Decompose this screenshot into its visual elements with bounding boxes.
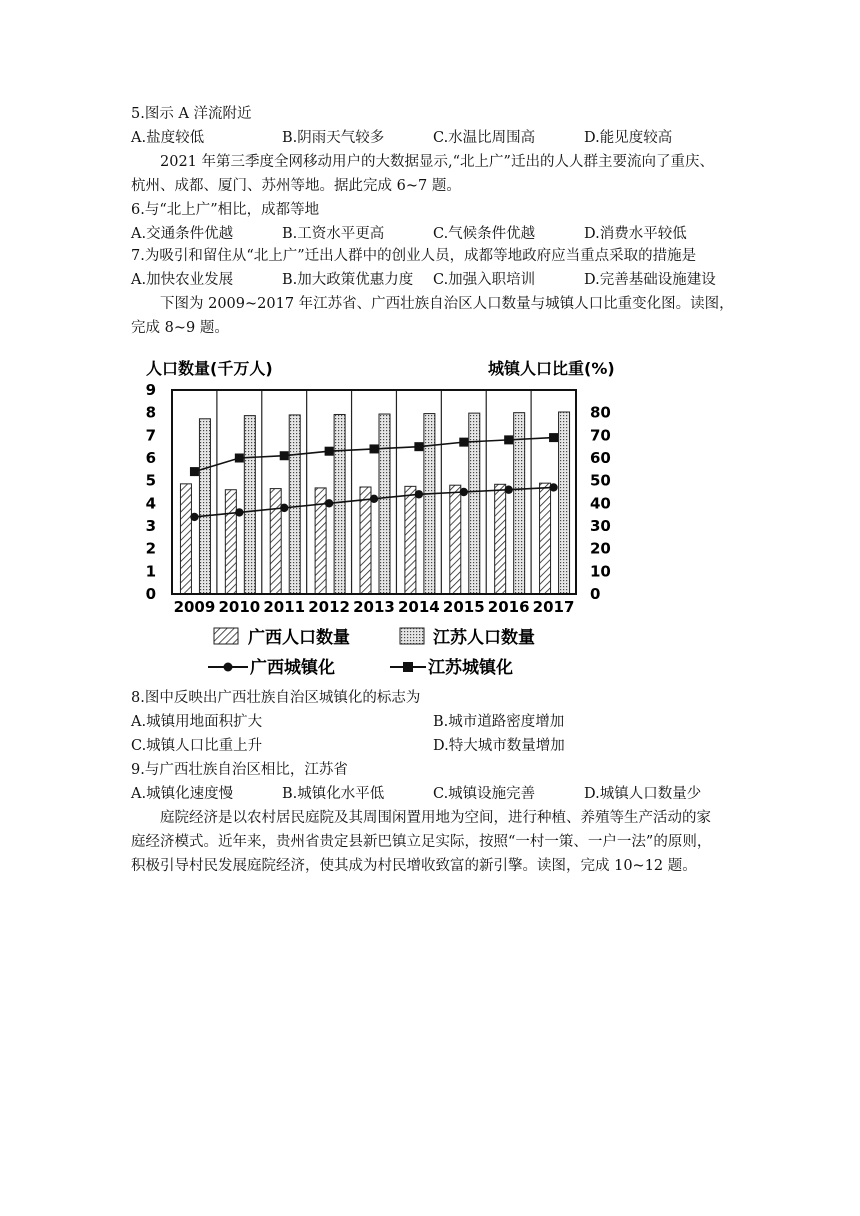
right-tick-label: 70 [590, 426, 611, 445]
legend-label-guangxi-urbanization: 广西城镇化 [250, 658, 335, 678]
left-tick-label: 5 [145, 471, 156, 490]
point-guangxi-urbanization [325, 499, 333, 507]
point-guangxi-urbanization [235, 508, 243, 516]
bar-guangxi-population [180, 484, 191, 594]
legend-label-jiangsu-population: 江苏人口数量 [433, 628, 535, 648]
point-guangxi-urbanization [370, 495, 378, 503]
q7-stem: 7.为吸引和留住从“北上广”迁出人群中的创业人员，成都等地政府应当重点采取的措施是 [131, 248, 697, 264]
point-jiangsu-urbanization [459, 438, 468, 447]
point-jiangsu-urbanization [549, 433, 558, 442]
point-jiangsu-urbanization [190, 467, 199, 476]
left-tick-label: 0 [145, 585, 156, 603]
left-tick-label: 3 [145, 517, 156, 535]
bar-guangxi-population [405, 486, 416, 594]
x-tick-label: 2017 [532, 598, 575, 616]
legend-label-guangxi-population: 广西人口数量 [248, 628, 350, 648]
point-guangxi-urbanization [190, 513, 198, 521]
q7-option-d: D.完善基础设施建设 [584, 272, 716, 288]
left-tick-label: 7 [145, 426, 156, 445]
point-guangxi-urbanization [549, 483, 557, 491]
q8-stem: 8.图中反映出广西壮族自治区城镇化的标志为 [131, 690, 421, 706]
left-tick-label: 4 [145, 494, 156, 513]
passage3-line2: 庭经济模式。近年来，贵州省贵定县新巴镇立足实际，按照“一村一策、一户一法”的原则， [131, 834, 712, 850]
point-jiangsu-urbanization [280, 451, 289, 460]
bar-jiangsu-population [559, 412, 570, 594]
q5-option-a: A.盐度较低 [131, 130, 205, 146]
q7-option-a: A.加快农业发展 [131, 272, 234, 288]
q5-option-c: C.水温比周围高 [433, 130, 536, 146]
point-guangxi-urbanization [415, 490, 423, 498]
q8-option-c: C.城镇人口比重上升 [131, 738, 263, 754]
right-tick-label: 30 [590, 517, 611, 535]
passage2-line1: 下图为 2009~2017 年江苏省、广西壮族自治区人口数量与城镇人口比重变化图。读图， [160, 296, 734, 312]
population-urbanization-chart [128, 352, 688, 688]
q8-option-b: B.城市道路密度增加 [433, 714, 565, 730]
q5-option-b: B.阴雨天气较多 [282, 130, 385, 146]
legend-marker-jiangsu-urbanization [403, 662, 413, 672]
legend-swatch-jiangsu-population [400, 628, 424, 644]
x-tick-label: 2013 [353, 598, 395, 616]
x-tick-label: 2011 [263, 598, 306, 616]
right-tick-label: 20 [590, 539, 611, 558]
x-tick-label: 2009 [173, 598, 216, 616]
q5-option-d: D.能见度较高 [584, 130, 673, 146]
bar-jiangsu-population [424, 414, 435, 594]
left-tick-label: 2 [145, 539, 156, 558]
bar-guangxi-population [270, 489, 281, 594]
bar-guangxi-population [225, 490, 236, 594]
q9-option-d: D.城镇人口数量少 [584, 786, 702, 802]
q5-stem: 5.图示 A 洋流附近 [131, 106, 252, 122]
q6-option-a: A.交通条件优越 [131, 226, 234, 242]
point-guangxi-urbanization [504, 486, 512, 494]
x-tick-label: 2010 [218, 598, 261, 616]
bar-jiangsu-population [469, 413, 480, 594]
left-tick-label: 9 [145, 381, 156, 399]
q6-option-d: D.消费水平较低 [584, 226, 687, 242]
bar-jiangsu-population [199, 419, 210, 594]
bar-guangxi-population [450, 485, 461, 594]
q9-option-c: C.城镇设施完善 [433, 786, 536, 802]
legend-marker-guangxi-urbanization [224, 663, 233, 672]
left-axis-title: 人口数量(千万人) [146, 359, 273, 378]
left-tick-label: 6 [145, 449, 156, 467]
bar-jiangsu-population [244, 416, 255, 594]
bar-guangxi-population [495, 484, 506, 594]
point-guangxi-urbanization [460, 488, 468, 496]
x-tick-label: 2014 [398, 598, 440, 616]
passage3-line1: 庭院经济是以农村居民庭院及其周围闲置用地为空间，进行种植、养殖等生产活动的家 [160, 810, 711, 826]
point-jiangsu-urbanization [414, 442, 423, 451]
x-tick-label: 2016 [487, 598, 530, 616]
right-tick-label: 40 [590, 494, 611, 513]
q6-option-c: C.气候条件优越 [433, 226, 536, 242]
x-tick-label: 2015 [442, 598, 485, 616]
right-tick-label: 0 [590, 585, 601, 603]
right-tick-label: 10 [590, 562, 611, 581]
point-jiangsu-urbanization [325, 447, 334, 456]
legend-label-jiangsu-urbanization: 江苏城镇化 [428, 658, 513, 678]
q9-stem: 9.与广西壮族自治区相比，江苏省 [131, 762, 348, 778]
q7-option-c: C.加强入职培训 [433, 272, 536, 288]
bar-jiangsu-population [289, 415, 300, 594]
passage2-line2: 完成 8~9 题。 [131, 320, 229, 336]
q9-option-b: B.城镇化水平低 [282, 786, 385, 802]
q6-stem: 6.与“北上广”相比，成都等地 [131, 202, 320, 218]
left-tick-label: 8 [145, 403, 156, 422]
right-axis-title: 城镇人口比重(%) [488, 359, 615, 378]
passage1-line1: 2021 年第三季度全网移动用户的大数据显示,“北上广”迁出的人人群主要流向了重庆、 [160, 154, 714, 170]
right-tick-label: 80 [590, 403, 611, 422]
passage3-line3: 积极引导村民发展庭院经济，使其成为村民增收致富的新引擎。读图，完成 10~12 题。 [131, 858, 697, 874]
x-tick-label: 2012 [308, 598, 350, 616]
bar-jiangsu-population [379, 414, 390, 594]
q6-option-b: B.工资水平更高 [282, 226, 385, 242]
q8-option-a: A.城镇用地面积扩大 [131, 714, 263, 730]
point-jiangsu-urbanization [370, 444, 379, 453]
point-guangxi-urbanization [280, 504, 288, 512]
passage1-line2: 杭州、成都、厦门、苏州等地。据此完成 6~7 题。 [131, 178, 461, 194]
right-tick-label: 60 [590, 449, 611, 467]
left-tick-label: 1 [145, 562, 156, 581]
right-tick-label: 50 [590, 471, 611, 490]
q8-option-d: D.特大城市数量增加 [433, 738, 565, 754]
bar-jiangsu-population [334, 414, 345, 594]
point-jiangsu-urbanization [504, 435, 513, 444]
bar-guangxi-population [540, 483, 551, 594]
q7-option-b: B.加大政策优惠力度 [282, 272, 414, 288]
point-jiangsu-urbanization [235, 454, 244, 463]
legend-swatch-guangxi-population [214, 628, 238, 644]
bar-guangxi-population [360, 487, 371, 594]
q9-option-a: A.城镇化速度慢 [131, 786, 234, 802]
